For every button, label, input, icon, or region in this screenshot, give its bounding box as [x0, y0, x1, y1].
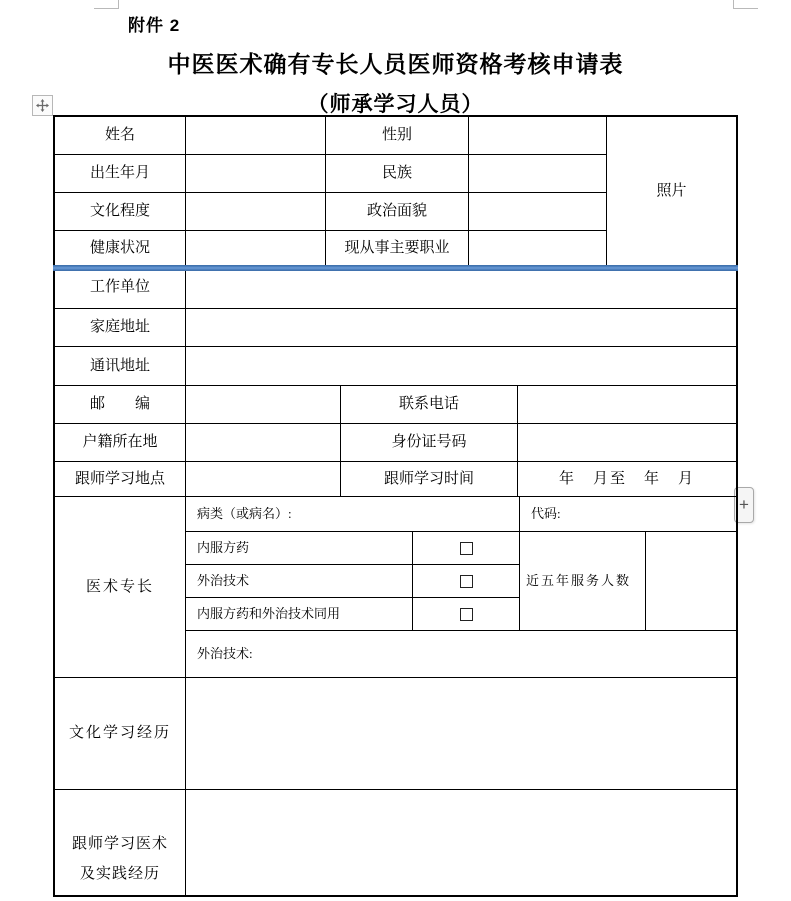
- field-label-apprentice-experience: [55, 790, 186, 895]
- field-label-birth-date: 出生年月: [55, 155, 186, 193]
- page-title: 中医医术确有专长人员医师资格考核申请表: [167, 51, 624, 77]
- field-label-study-time: 跟师学习时间: [341, 462, 518, 497]
- specialty-option-label-internal: 内服方药: [186, 532, 413, 565]
- specialty-option-label-both: 内服方药和外治技术同用: [186, 598, 413, 631]
- input-cell-culture-experience[interactable]: [186, 678, 736, 790]
- margin-crop-mark-right: [733, 0, 758, 9]
- field-label-health: 健康状况: [55, 231, 186, 266]
- table-split-divider[interactable]: [53, 265, 738, 271]
- input-cell-birth-date[interactable]: [186, 155, 326, 193]
- margin-crop-mark-left: [94, 0, 119, 9]
- input-cell-gender[interactable]: [469, 117, 607, 155]
- input-cell-five-year-service[interactable]: [646, 532, 736, 631]
- checkbox-cell-internal: [413, 532, 520, 565]
- plus-icon: +: [739, 495, 749, 514]
- field-label-five-year-service: 近五年服务人数: [520, 532, 646, 631]
- field-label-specialty: 医术专长: [55, 497, 186, 678]
- input-cell-postal-code[interactable]: [186, 386, 341, 424]
- input-cell-health[interactable]: [186, 231, 326, 266]
- input-cell-name[interactable]: [186, 117, 326, 155]
- field-label-mailing-address: 通讯地址: [55, 347, 186, 386]
- checkbox-cell-both: [413, 598, 520, 631]
- checkbox-cell-external: [413, 565, 520, 598]
- field-label-name: 姓名: [55, 117, 186, 155]
- move-icon: [36, 99, 49, 112]
- photo-cell[interactable]: 照片: [607, 117, 736, 266]
- specialty-option-label-external: 外治技术: [186, 565, 413, 598]
- input-cell-political-status[interactable]: [469, 193, 607, 231]
- input-cell-phone[interactable]: [518, 386, 736, 424]
- input-cell-study-time[interactable]: 年 月至 年 月: [518, 462, 736, 497]
- field-label-study-location: 跟师学习地点: [55, 462, 186, 497]
- input-cell-work-unit[interactable]: [186, 266, 736, 309]
- checkbox-internal-medicine[interactable]: [460, 542, 473, 555]
- apprentice-experience-line1: 跟师学习医术: [71, 836, 168, 852]
- field-label-occupation: 现从事主要职业: [326, 231, 469, 266]
- field-label-id-number: 身份证号码: [341, 424, 518, 462]
- field-label-household-location: 户籍所在地: [55, 424, 186, 462]
- field-label-education: 文化程度: [55, 193, 186, 231]
- table-move-handle[interactable]: [32, 95, 53, 116]
- field-label-external-technique-detail[interactable]: 外治技术:: [186, 631, 736, 678]
- field-label-postal-code: 邮 编: [55, 386, 186, 424]
- application-form-table: [55, 117, 736, 895]
- field-label-disease-category[interactable]: 病类（或病名）:: [186, 497, 520, 532]
- field-label-phone: 联系电话: [341, 386, 518, 424]
- input-cell-household-location[interactable]: [186, 424, 341, 462]
- input-cell-home-address[interactable]: [186, 309, 736, 347]
- apprentice-experience-line2: 及实践经历: [79, 866, 160, 882]
- field-label-home-address: 家庭地址: [55, 309, 186, 347]
- input-cell-occupation[interactable]: [469, 231, 607, 266]
- input-cell-apprentice-experience[interactable]: [186, 790, 736, 895]
- checkbox-both-methods[interactable]: [460, 608, 473, 621]
- input-cell-study-location[interactable]: [186, 462, 341, 497]
- attachment-label: 附件 2: [128, 16, 181, 35]
- input-cell-mailing-address[interactable]: [186, 347, 736, 386]
- field-label-code[interactable]: 代码:: [520, 497, 736, 532]
- checkbox-external-technique[interactable]: [460, 575, 473, 588]
- field-label-gender: 性别: [326, 117, 469, 155]
- field-label-political-status: 政治面貌: [326, 193, 469, 231]
- insert-row-button[interactable]: [734, 487, 754, 523]
- page-subtitle: （师承学习人员）: [307, 93, 484, 116]
- field-label-culture-experience: 文化学习经历: [55, 678, 186, 790]
- input-cell-education[interactable]: [186, 193, 326, 231]
- input-cell-id-number[interactable]: [518, 424, 736, 462]
- field-label-ethnicity: 民族: [326, 155, 469, 193]
- input-cell-ethnicity[interactable]: [469, 155, 607, 193]
- field-label-work-unit: 工作单位: [55, 266, 186, 309]
